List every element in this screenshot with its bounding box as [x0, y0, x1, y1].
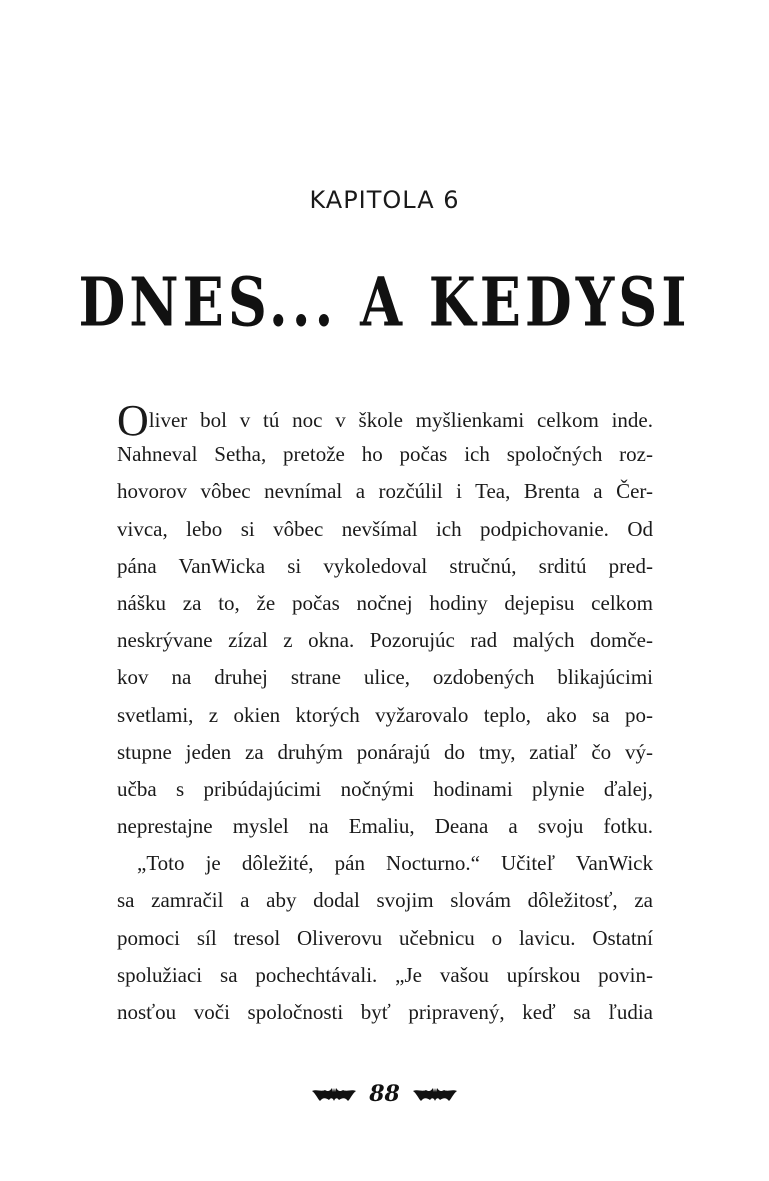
body-line-1-text: liver bol v tú noc v škole myšlienkami celkom inde. [148, 408, 653, 432]
drop-cap: O [117, 396, 149, 445]
body-line: neprestajne myslel na Emaliu, Deana a svoju fotku. [117, 814, 653, 839]
body-line: pomoci síl tresol Oliverovu učebnicu o lavicu. Ostatní [117, 925, 653, 950]
body-line: neskrývane zízal z okna. Pozorujúc rad malých domče- [117, 628, 653, 653]
chapter-title: DNES... A KEDYSI [78, 261, 691, 342]
body-line: stupne jeden za druhým ponárajú do tmy, zatiaľ čo vý- [117, 739, 653, 764]
body-line-1 [117, 396, 653, 445]
body-line: nosťou voči spoločnosti byť pripravený, keď sa ľudia [117, 1000, 653, 1024]
body-line: hovorov vôbec nevnímal a rozčúlil i Tea, Brenta a Čer- [117, 479, 653, 504]
body-line: sa zamračil a aby dodal svojim slovám dôležitosť, za [117, 888, 653, 913]
chapter-label: KAPITOLA 6 [309, 186, 460, 214]
body-line: pána VanWicka si vykoledoval stručnú, srditú pred- [117, 553, 653, 578]
page-number: 88 [369, 1081, 400, 1107]
bat-icon [311, 1083, 357, 1105]
page-footer [0, 1074, 769, 1114]
body-line: učba s pribúdajúcimi nočnými hodinami plynie ďalej, [117, 776, 653, 801]
body-line: spolužiaci sa pochechtávali. „Je vašou upírskou povin- [117, 962, 653, 987]
body-line: vivca, lebo si vôbec nevšímal ich podpichovanie. Od [117, 516, 653, 541]
body-line: Nahneval Setha, pretože ho počas ich spoločných roz- [117, 442, 653, 467]
bat-icon [412, 1083, 458, 1105]
body-line: svetlami, z okien ktorých vyžarovalo teplo, ako sa po- [117, 702, 653, 727]
chapter-body [117, 396, 653, 1031]
body-line: „Toto je dôležité, pán Nocturno.“ Učiteľ VanWick [137, 851, 653, 876]
body-line: nášku za to, že počas nočnej hodiny dejepisu celkom [117, 590, 653, 615]
body-line: kov na druhej strane ulice, ozdobených blikajúcimi [117, 665, 653, 690]
